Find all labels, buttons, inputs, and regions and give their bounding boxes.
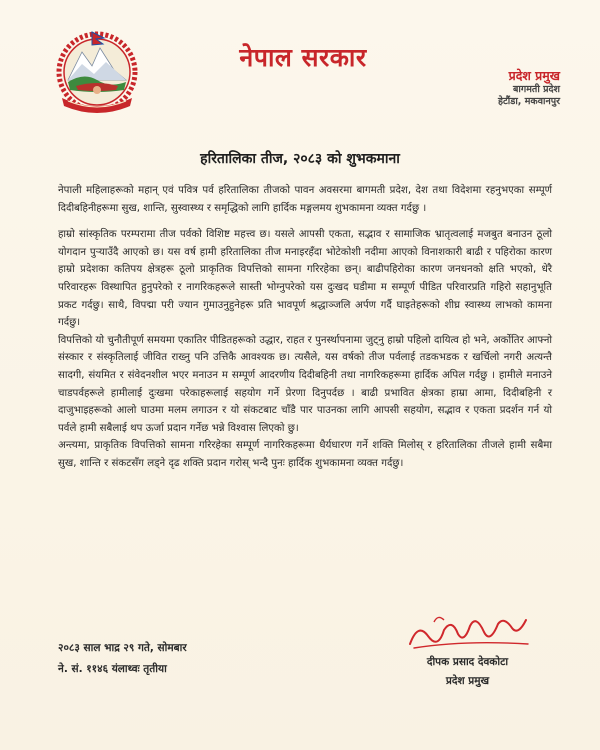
paragraph-greeting: नेपाली महिलाहरूको महान् एवं पवित्र पर्व हरितालिका तीजको पावन अवसरमा बागमती प्रदेश, देश तथा विदेशमा रहनुभएका सम्पूर्ण दिदीबहिनीहरूमा सुख, शान्ति, सुस्वास्थ्य र समृद्धिको लागि हार्दिक मङ्गलमय शुभकामना व्यक्त गर्दछु । bbox=[58, 185, 552, 214]
date-block bbox=[58, 638, 187, 680]
signatory-block bbox=[400, 653, 535, 691]
office-province: बागमती प्रदेश bbox=[512, 83, 560, 95]
office-location: हेटौंडा, मकवानपुर bbox=[497, 95, 560, 107]
document-title: हरितालिका तीज, २०८३ को शुभकमाना bbox=[200, 151, 400, 167]
signatory-name: दीपक प्रसाद देवकोटा bbox=[426, 656, 509, 668]
paragraph-appeal: विपत्तिको यो चुनौतीपूर्ण समयमा एकातिर पीडितहरूको उद्धार, राहत र पुनर्स्थापनामा जुट्नु हाम्रो पहिलो दायित्व हो भने, अर्कोतिर आफ्नो संस्कार र संस्कृतिलाई जीवित राख्नु पनि उत्तिकै आवश्यक छ। त्यसैले, यस वर्षको तीज पर्वलाई तडकभडक र खर्चिलो नगरी अत्यन्तै सादगी, संयमित र संवेदनशील भएर मनाउन म सम्पूर्ण आदरणीय दिदीबहिनी तथा नागरिकहरूमा हार्दिक अपिल गर्दछु । हामीले मनाउने चाडपर्वहरूले हामीलाई दुःखमा परेकाहरूलाई सहयोग गर्ने प्रेरणा दिनुपर्दछ । बाढी प्रभावित क्षेत्रका हाम्रा आमा, दिदीबहिनी र दाजुभाइहरूको आलो घाउमा मलम लगाउन र यो संकटबाट चाँडै पार पाउनका लागि आपसी सहयोग, सद्भाव र एकता प्रदर्शन गर्न यो पर्वले हामी सबैलाई थप ऊर्जा प्रदान गर्नेछ भन्ने विश्वास लिएको छु। bbox=[58, 334, 552, 434]
signature-icon bbox=[404, 610, 534, 652]
nepal-samvat-line: ने. सं. ११४६ यंलाथ्वः तृतीया bbox=[58, 663, 167, 675]
paragraph-disaster: हाम्रो सांस्कृतिक परम्परामा तीज पर्वको विशिष्ट महत्त्व छ। यसले आपसी एकता, सद्भाव र सामाजिक भ्रातृत्वलाई मजबुत बनाउन ठूलो योगदान पुऱ्याउँदै आएको छ। यस वर्ष हामी हरितालिका तीज मनाइरहँदा भोटेकोशी नदीमा आएको विनाशकारी बाढी र पहिरोका कारण हाम्रो प्रदेशका कतिपय क्षेत्रहरू ठूलो प्राकृतिक विपत्तिको सामना गरिरहेका छन्। बाढीपहिरोका कारण जनधनको क्षति भएको, धेरै परिवारहरू विस्थापित हुनुपरेको र नागरिकहरूले सास्ती भोग्नुपरेको यस दुःखद घडीमा म सम्पूर्ण पीडित परिवारप्रति गहिरो सहानुभूति प्रकट गर्दछु। साथै, विपद्मा परी ज्यान गुमाउनुहुनेहरू प्रति भावपूर्ण श्रद्धाञ्जलि अर्पण गर्दै घाइतेहरूको शीघ्र स्वास्थ्य लाभको कामना गर्दछु। bbox=[58, 229, 552, 329]
office-title: प्रदेश प्रमुख bbox=[508, 68, 560, 83]
paragraph-closing: अन्त्यमा, प्राकृतिक विपत्तिको सामना गरिरहेका सम्पूर्ण नागरिकहरूमा धैर्यधारण गर्ने शक्ति मिलोस् र हरितालिका तीजले हामी सबैमा सुख, शान्ति र संकटसँग लड्ने दृढ शक्ति प्रदान गरोस् भन्दै पुनः हार्दिक शुभकामना व्यक्त गर्दछु। bbox=[58, 440, 552, 469]
office-block bbox=[380, 68, 560, 107]
signatory-title: प्रदेश प्रमुख bbox=[445, 675, 490, 687]
letter-body bbox=[58, 182, 552, 482]
date-line: २०८३ साल भाद्र २९ गते, सोमबार bbox=[58, 642, 187, 654]
government-title: नेपाल सरकार bbox=[239, 43, 367, 72]
nepal-emblem-icon bbox=[54, 28, 140, 114]
